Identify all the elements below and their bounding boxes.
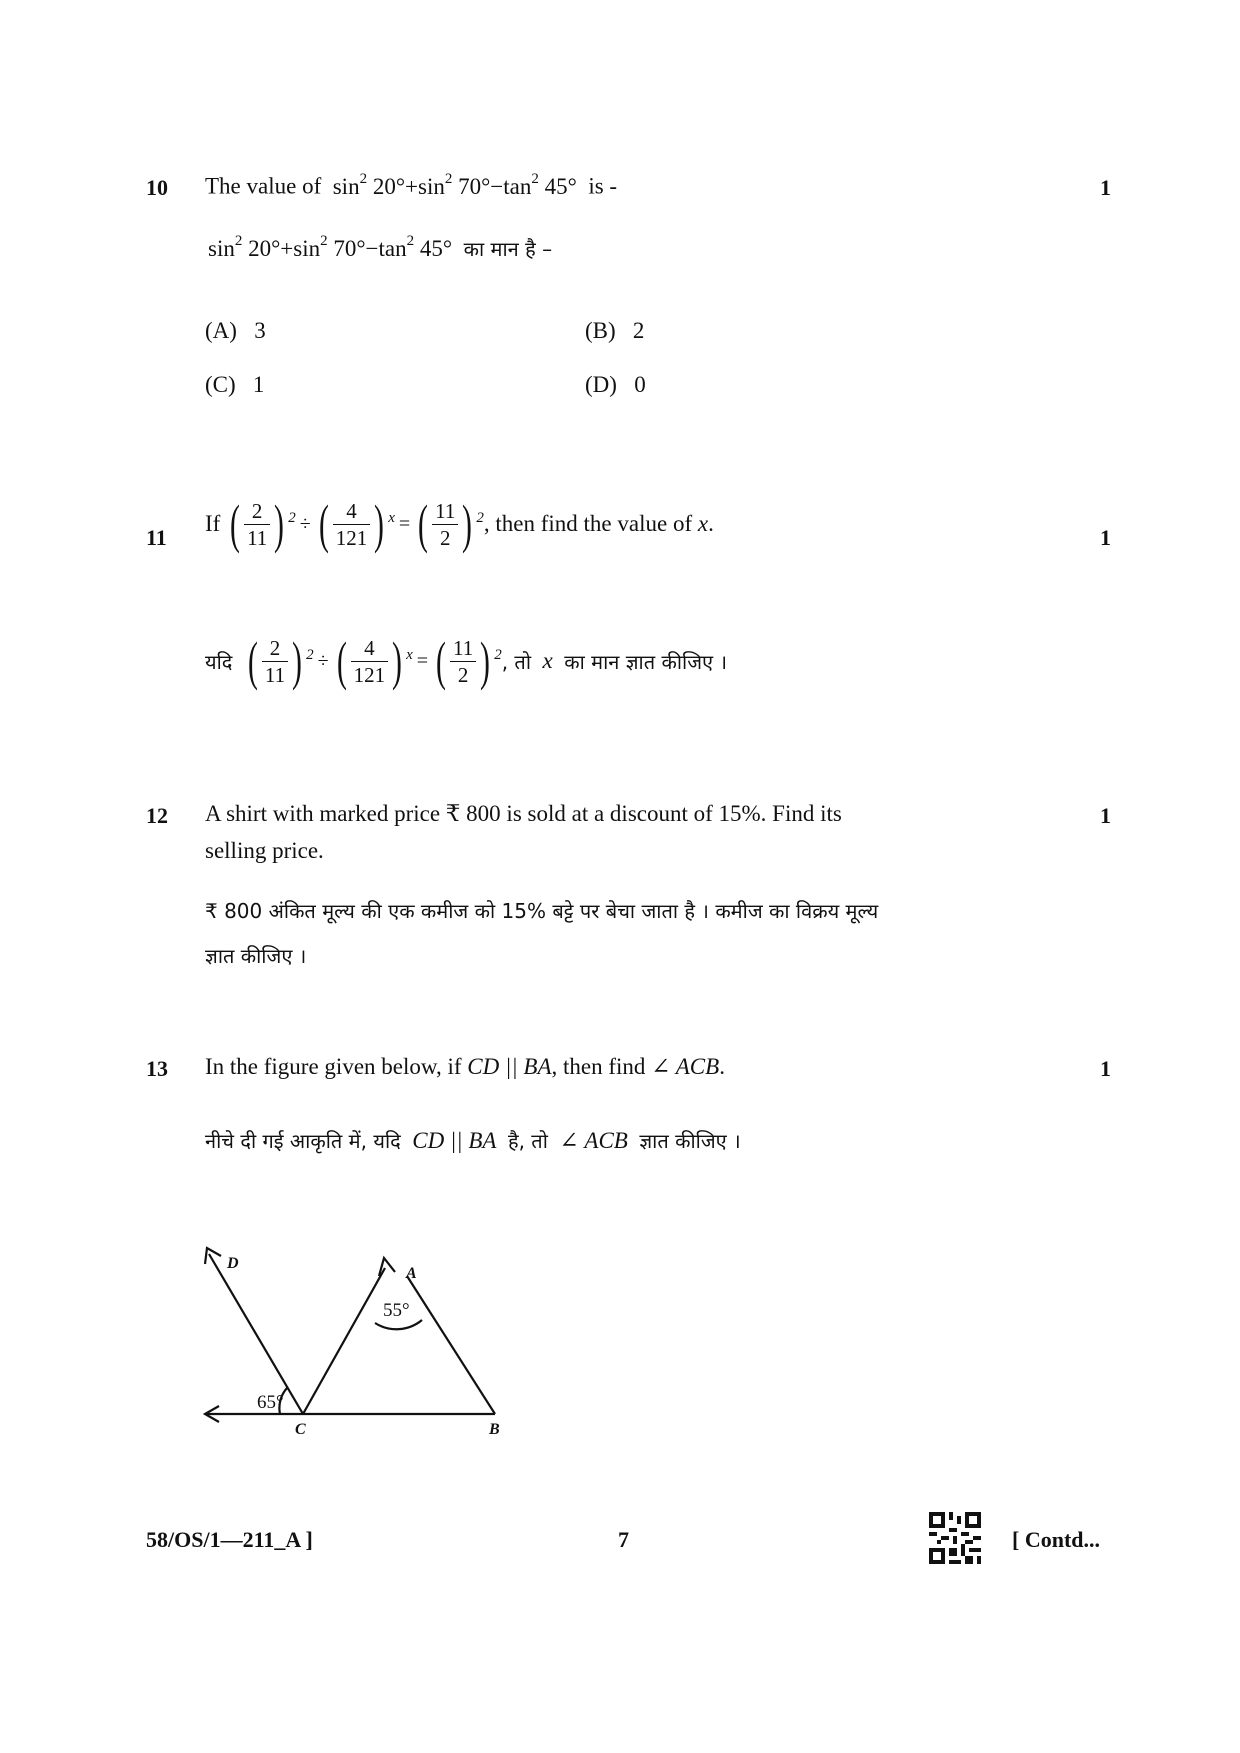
q11-fraction-3: $\frac{11}{2}$ (432, 498, 458, 551)
q11-hi-prefix: यदि (205, 649, 233, 674)
q11-number: 11 (146, 525, 167, 550)
line-cd (209, 1254, 303, 1414)
label-b: B (489, 1421, 500, 1438)
q11-english: If ( $\frac{2}{11}$ ) 2 ÷ ( $\frac{4}{121}$ ) x = ( $\frac{11}{2}$ ) 2 , then find the value of x . (205, 494, 714, 554)
q10-option-a: (A) 3 (205, 318, 266, 343)
q13-figure (195, 1218, 525, 1440)
q10-number: 10 (146, 175, 168, 200)
q10-en-prefix: The value of (205, 173, 322, 199)
q12-en-line1: A shirt with marked price ₹ 800 is sold at a discount of 15%. Find its (205, 801, 842, 826)
q13-condition: CD || BA (467, 1054, 552, 1079)
q11-hi-suffix: का मान ज्ञात कीजिए । (564, 649, 728, 674)
label-c: C (295, 1421, 306, 1438)
q13-number: 13 (146, 1056, 168, 1081)
q13-angle: ∠ ACB (651, 1054, 720, 1079)
q11-fraction-2: $\frac{4}{121}$ (333, 498, 371, 551)
q12-en-line2: selling price. (205, 838, 324, 863)
line-ab (407, 1276, 495, 1414)
contd-label: [ Contd... (1012, 1527, 1101, 1552)
q10-hindi (208, 235, 552, 262)
q10-option-b: (B) 2 (585, 318, 645, 343)
qr-code-icon (929, 1512, 981, 1564)
angle-a-label: 55° (383, 1300, 410, 1321)
q13-marks: 1 (1100, 1056, 1111, 1081)
q11-marks: 1 (1100, 525, 1111, 550)
q10-english (205, 173, 617, 200)
q10-hi-suffix: का मान है – (463, 237, 553, 261)
angle-c-label: 65° (257, 1392, 284, 1413)
q12-hi-line2: ज्ञात कीजिए । (205, 944, 307, 968)
q10-option-c: (C) 1 (205, 372, 265, 397)
q12-number: 12 (146, 803, 168, 828)
q13-english: In the figure given below, if CD || BA, then find ∠ ACB. (205, 1054, 725, 1079)
q12-hi-line1: ₹ 800 अंकित मूल्य की एक कमीज को 15% बट्टे पर बेचा जाता है । कमीज का विक्रय मूल्य (205, 899, 879, 923)
q10-option-d: (D) 0 (585, 372, 646, 397)
q12-marks: 1 (1100, 803, 1111, 828)
q11-hi-mid: , तो (501, 649, 532, 674)
q13-hindi: नीचे दी गई आकृति में, यदि CD || BA है, तो ∠ ACB ज्ञात कीजिए । (205, 1128, 741, 1153)
footer-code: 58/OS/1—211_A ] (146, 1527, 313, 1552)
q10-en-suffix: is - (588, 173, 618, 199)
q10-marks: 1 (1100, 175, 1111, 200)
q11-en-suffix: , then find the value of (483, 511, 693, 536)
q10-expression: $\sin^2 20^\circ+\sin^2$ $70^\circ-\tan^2$ 45° (332, 171, 577, 199)
q11-hindi: यदि ( $\frac{2}{11}$ ) 2 ÷ ( $\frac{4}{121}$ ) x = ( $\frac{11}{2}$ ) 2 , तो x का मान ज्ञात कीजिए । (205, 631, 728, 691)
arc-a (375, 1320, 422, 1329)
q11-fraction-1: $\frac{2}{11}$ (244, 498, 270, 551)
page-number: 7 (618, 1527, 629, 1552)
line-ca (303, 1268, 385, 1414)
q10-expression-hi: $\sin^2 20^\circ+\sin^2$ $70^\circ-\tan^2$ 45° (208, 233, 453, 261)
label-a: A (406, 1265, 417, 1282)
q11-en-prefix: If (205, 511, 221, 536)
label-d: D (227, 1255, 239, 1272)
